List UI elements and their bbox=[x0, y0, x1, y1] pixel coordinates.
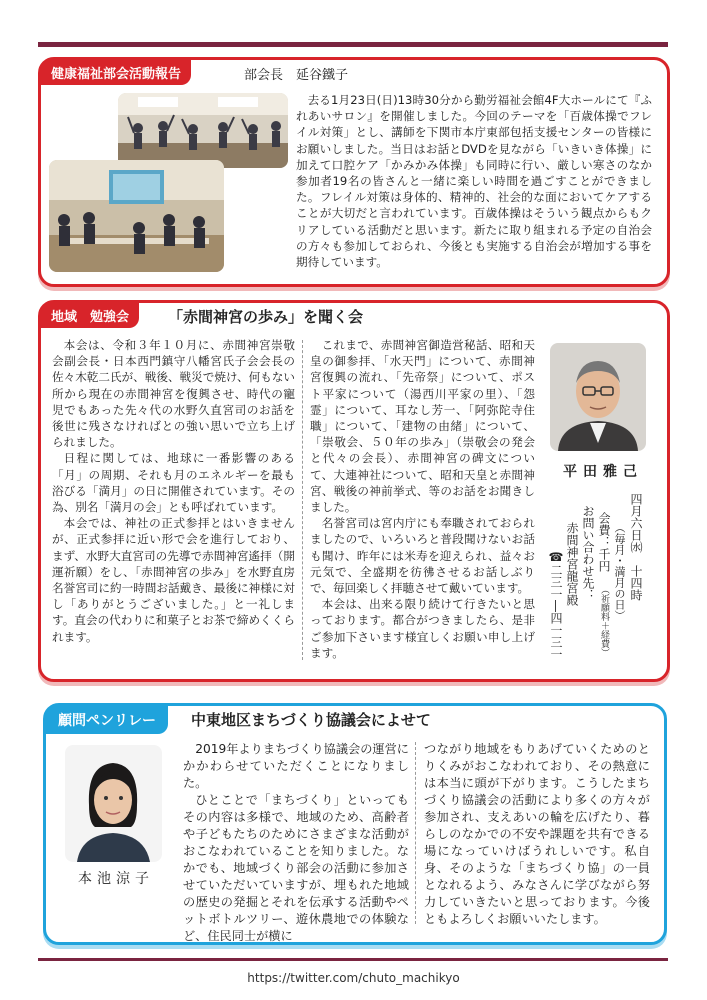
event-date-note: （毎月・満月の日） bbox=[613, 522, 626, 621]
study-column-1 bbox=[52, 337, 295, 645]
exercise-class-photo bbox=[118, 93, 288, 168]
relay-column-1 bbox=[183, 741, 409, 945]
study-column-2 bbox=[310, 337, 535, 661]
speaker-portrait bbox=[550, 343, 646, 451]
body-paragraph: これまで、赤間神宮御造営秘話、昭和天皇の御参拝、「水天門」について、赤間神宮復興の流れ、「先帝祭」について、ポスト平家について（湯西川平家の里）、「怨霊」について、耳なし芳一、「阿弥陀寺住職」について、「建物の由緒」について、「崇敬会、５０年の歩み」（崇敬会の発会と代々の会長）、赤間神宮の碑文について、大連神社について、昭和天皇と赤間神宮、戦後の神前挙式、等のお話をお聞きしました。 bbox=[310, 338, 535, 515]
body-paragraph: 名誉宮司は宮内庁にも奉職されておられましたので、いろいろと普段聞けないお話も聞け、昨年には米寿を迎えられ、益々お元気で、全盛期を彷彿させるお話しぶりで、毎回楽しく拝聴させて戴いています。 bbox=[310, 516, 535, 596]
footer-url[interactable]: https://twitter.com/chuto_machikyo bbox=[247, 971, 460, 985]
body-paragraph: 去る1月23日(日)13時30分から勤労福祉会館4F大ホールにて『ふれあいサロン』を開催しました。今回のテーマを「百歳体操でフレイル対策」とし、講師を下関市本庁東部包括支援センターの皆様にお願いしました。当日はお話とDVDを見ながら「いきいき体操」に加えて口腔ケア「かみかみ体操」も同時に行い、厳しい寒さのなか参加者19名の皆さんと一緒に楽しい時間を過ごすことができました。フレイル対策は身体的、精神的、社会的な面においてケアすることが大切だと言われています。百歳体操はそういう観点からもクリアしている活動だと思います。新たに取り組まれる予定の自治会の方々も参加しておられ、今後とも実施する自治会が増加する事を期待しています。 bbox=[296, 93, 652, 270]
body-paragraph: 2019年よりまちづくり協議会の運営にかかわらせていただくことになりました。 bbox=[183, 742, 409, 790]
body-paragraph: 日程に関しては、地球に一番影響のある「月」の周期、それも月のエネルギーを最も浴びる「満月」の日に開催されています。その為、別名「満月の会」とも呼ばれています。 bbox=[52, 451, 295, 515]
body-paragraph: ひとことで「まちづくり」といってもその内容は多様で、地域のため、高齢者や子どもたちのためにさまざまな活動がおこなわれていることを知りました。なかでも、地域づくり部会の活動に参加させていただいていますが、埋もれた地域の歴史の発掘とそれを伝承する活動やペットボトルツリー、遊休農地での体験など、住民同士が横に bbox=[183, 793, 409, 943]
section-tag: 地域 勉強会 bbox=[41, 303, 139, 328]
column-divider bbox=[302, 340, 303, 660]
contact-org: 赤間神宮龍宮殿 bbox=[565, 522, 579, 606]
section-author: 部会長 延谷鐵子 bbox=[244, 68, 349, 83]
section-title: 中東地区まちづくり協議会によせて bbox=[191, 711, 431, 729]
author-name: 本池涼子 bbox=[78, 871, 154, 887]
section-tag: 健康福祉部会活動報告 bbox=[41, 60, 191, 85]
relay-column-2 bbox=[424, 741, 650, 928]
author-portrait bbox=[65, 745, 162, 862]
body-paragraph: つながり地域をもりあげていくためのとりくみがおこなわれており、その熱意には本当に頭が下がります。こうしたまちづくり協議会の活動により多くの方々が参加され、支えあいの輪を広げたり、暮らしのなかでの不安や課題を共有できる場になっていけばうれしいです。私自身、そのような「まちづくり協」の一員となれるよう、みなさんに学びながら努力していきたいと思っております。今後ともよろしくお願いいたします。 bbox=[424, 742, 650, 926]
event-fee-note: （祈願料＋経費） bbox=[599, 585, 609, 657]
body-paragraph: 本会では、神社の正式参拝とはいきませんが、正式参拝に近い形で会を進行しており、まず、水野大直宮司の先導で赤間神宮遙拝（開運祈願）をし、「赤間神宮の歩み」を水野直房名誉宮司に約一時間お話戴き、最後に神様に対し「ありがとうございました。」と一礼します。直会の代わりに和菓子とお茶で締めくくられます。 bbox=[52, 516, 296, 644]
top-rule bbox=[38, 42, 668, 47]
contact-label: お問い合わせ先： bbox=[581, 505, 595, 601]
section-tag: 顧問ペンリレー bbox=[46, 706, 168, 734]
section1-body bbox=[296, 92, 652, 270]
dvd-screening-photo bbox=[49, 160, 224, 272]
body-paragraph: 本会は、令和３年１０月に、赤間神宮崇敬会副会長・日本西門鎮守八幡宮氏子会会長の佐々木乾二氏が、戦後、戦災で焼け、何もない所から現在の赤間神宮を復興させ、時代の寵児でもあった先々代の水野久直宮司のお話を後世に残さなければとの強い思いで立ち上げられました。 bbox=[52, 338, 296, 450]
event-fee: 会費：千円 bbox=[597, 512, 611, 572]
bottom-rule bbox=[38, 958, 668, 961]
body-paragraph: 本会は、出来る限り続けて行きたいと思っております。都合がつきましたら、是非ご参加下さいます様宜しくお願い申し上げます。 bbox=[310, 597, 535, 660]
column-divider bbox=[415, 742, 416, 924]
contact-phone: ☎二三一―四一三一 bbox=[549, 550, 563, 660]
speaker-name: 平田雅己 bbox=[563, 464, 643, 480]
section-title: 「赤間神宮の歩み」を聞く会 bbox=[168, 308, 364, 326]
event-date: 四月六日㈬ 十四時 bbox=[629, 493, 643, 601]
